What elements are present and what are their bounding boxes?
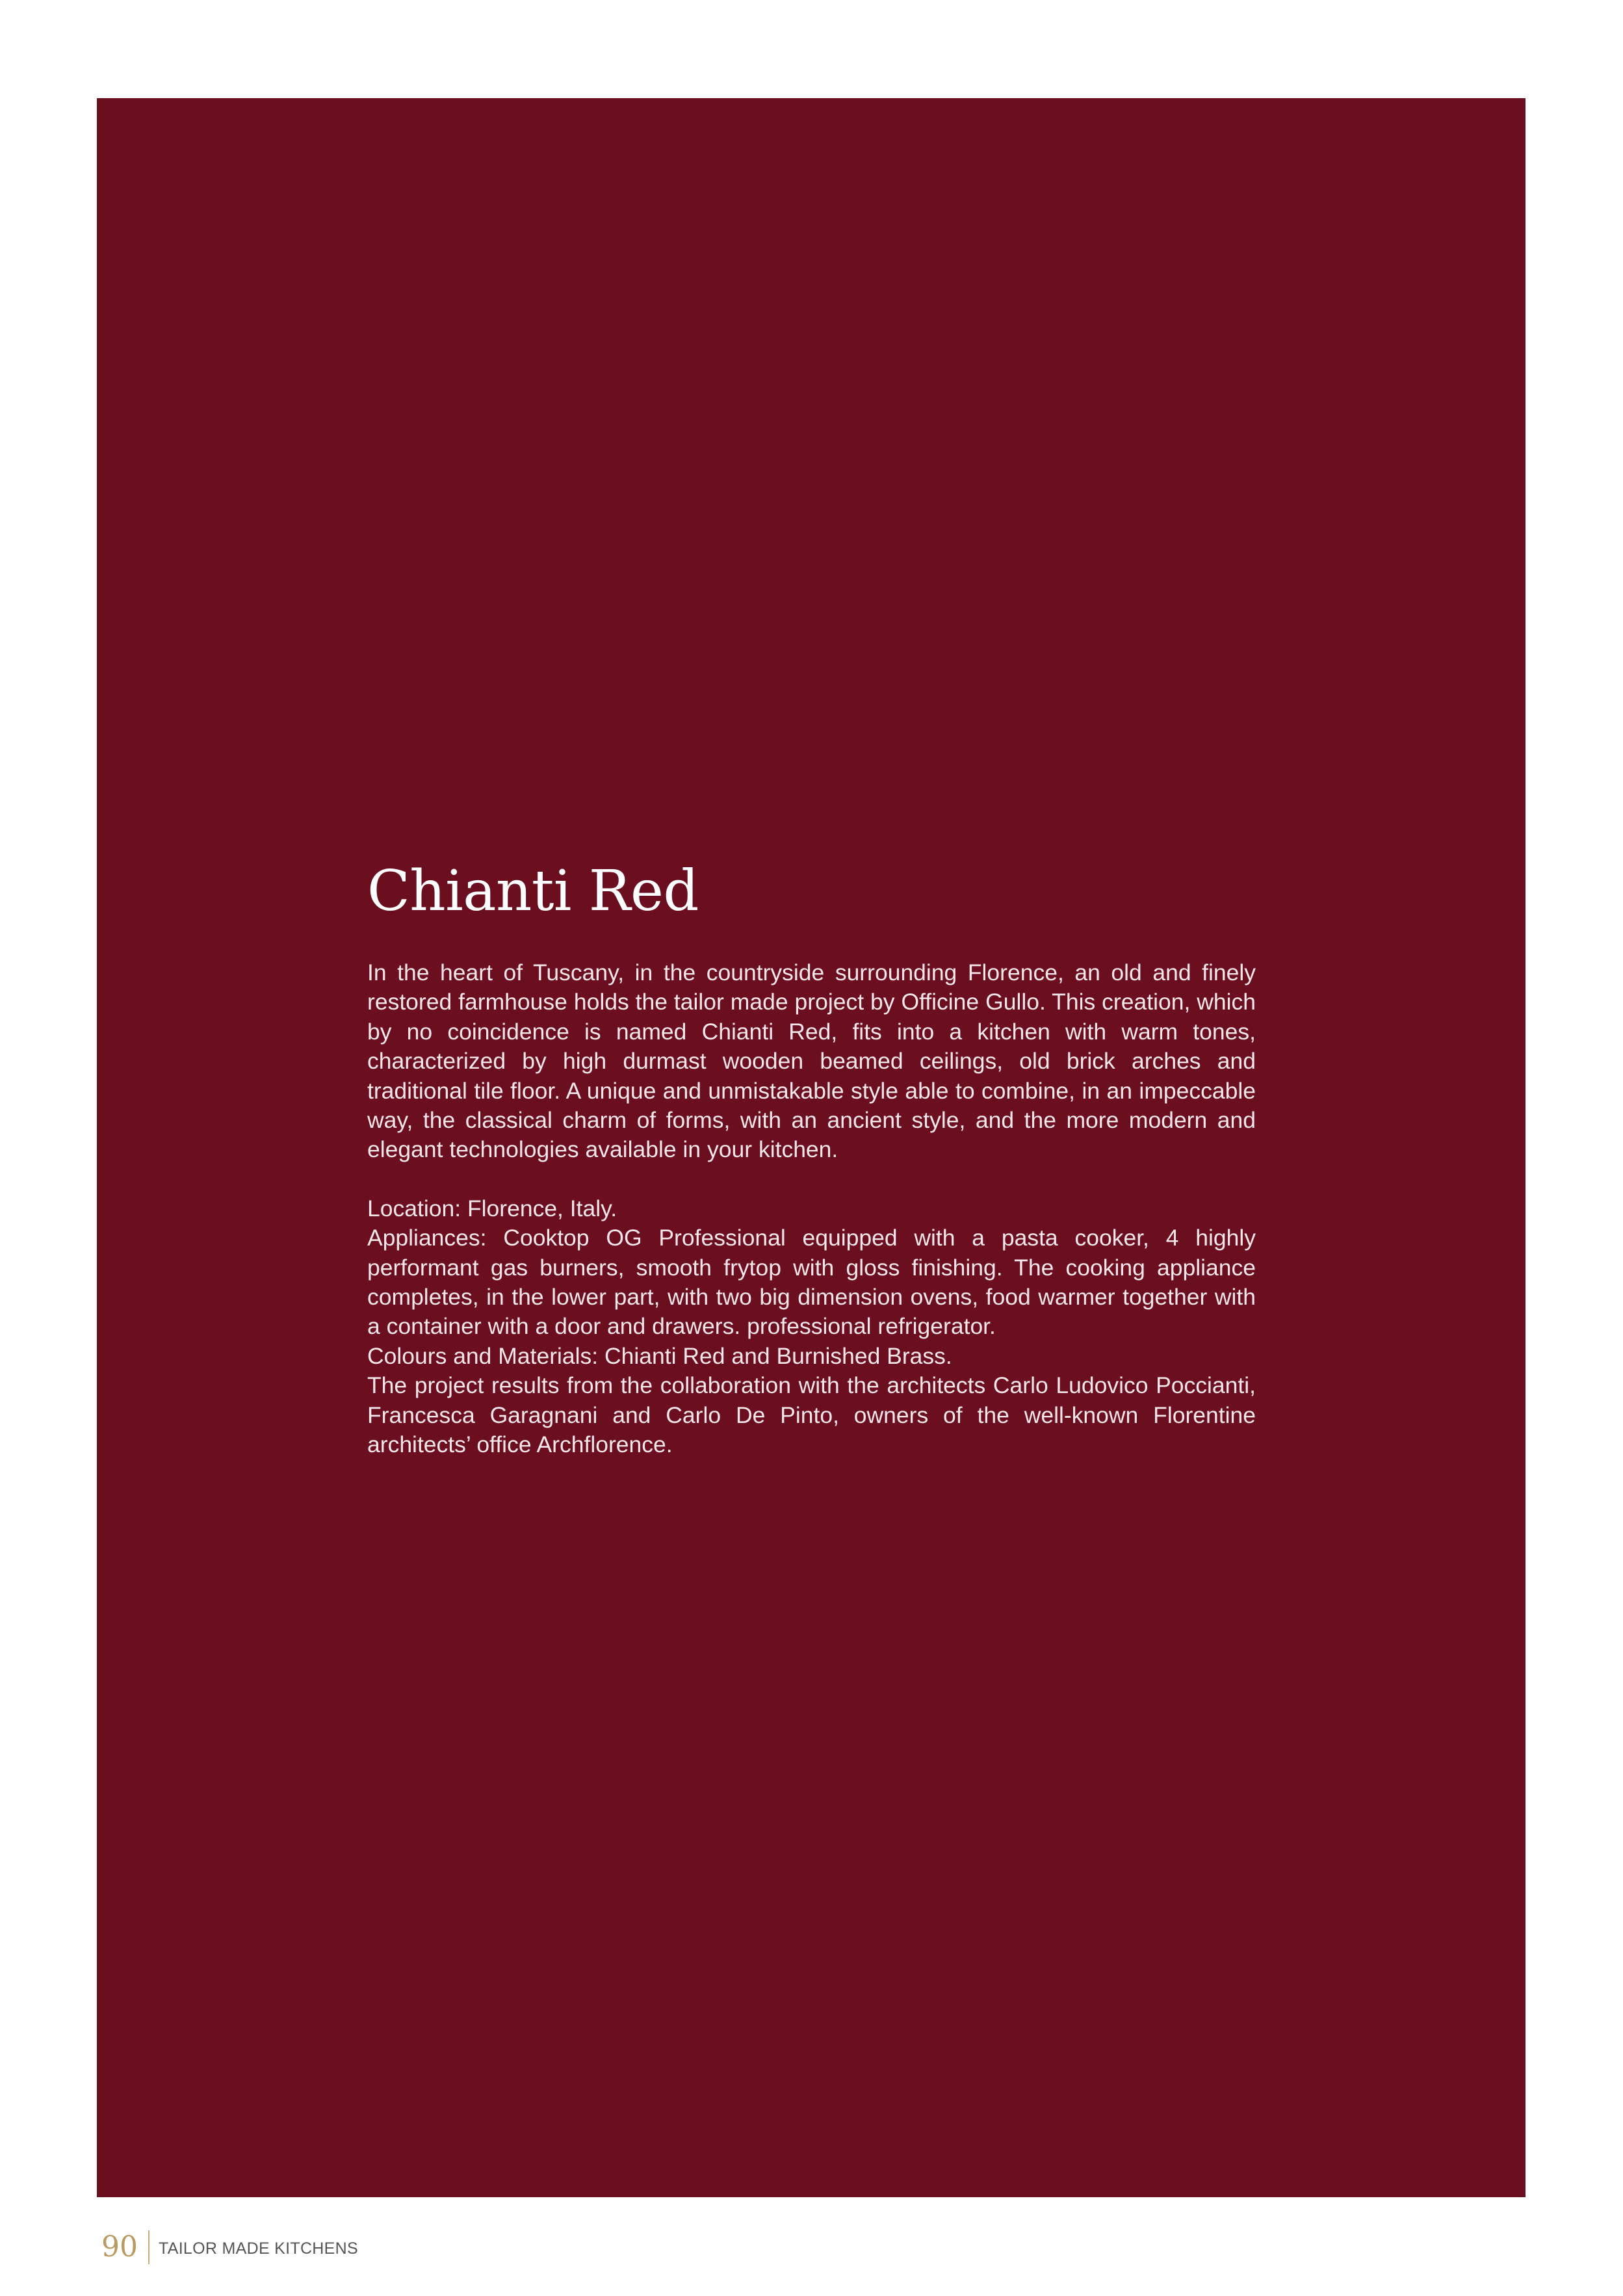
materials-text: Colours and Materials: Chianti Red and Burnished Brass. bbox=[367, 1342, 952, 1369]
article-intro: In the heart of Tuscany, in the countryside surrounding Florence, an old and finely restored farmhouse holds the tailor made project by Officine Gullo. This creation, which by no coincidence is named Chianti Red, fits into a kitchen with warm tones, characterized by high durmast wooden beamed ceilings, old brick arches and traditional tile floor. A unique and unmistakable style able to combine, in an impeccable way, the classical charm of forms, with an ancient style, and the more modern and elegant technologies available in your kitchen. bbox=[367, 959, 1256, 1163]
article-details bbox=[367, 1194, 1256, 1460]
article-title: Chianti Red bbox=[367, 859, 699, 924]
location-text: Location: Florence, Italy. bbox=[367, 1195, 617, 1221]
page-footer bbox=[101, 2228, 358, 2266]
page-number: 90 bbox=[101, 2230, 138, 2263]
footer-section-label: TAILOR MADE KITCHENS bbox=[159, 2239, 358, 2258]
article-content bbox=[367, 853, 1256, 1460]
appliances-text: Appliances: Cooktop OG Professional equipped with a pasta cooker, 4 highly performant gas burners, smooth frytop with gloss finishing. The cooking appliance completes, in the lower part, with two big dimension ovens, food warmer together with a container with a door and drawers. professional refrigerator. bbox=[367, 1225, 1256, 1340]
collaboration-text: The project results from the collaboration with the architects Carlo Ludovico Poccianti, Francesca Garagnani and Carlo De Pinto, owners of the well-known Florentine architects’ office Archflorence. bbox=[367, 1372, 1256, 1458]
footer-divider bbox=[148, 2230, 149, 2264]
